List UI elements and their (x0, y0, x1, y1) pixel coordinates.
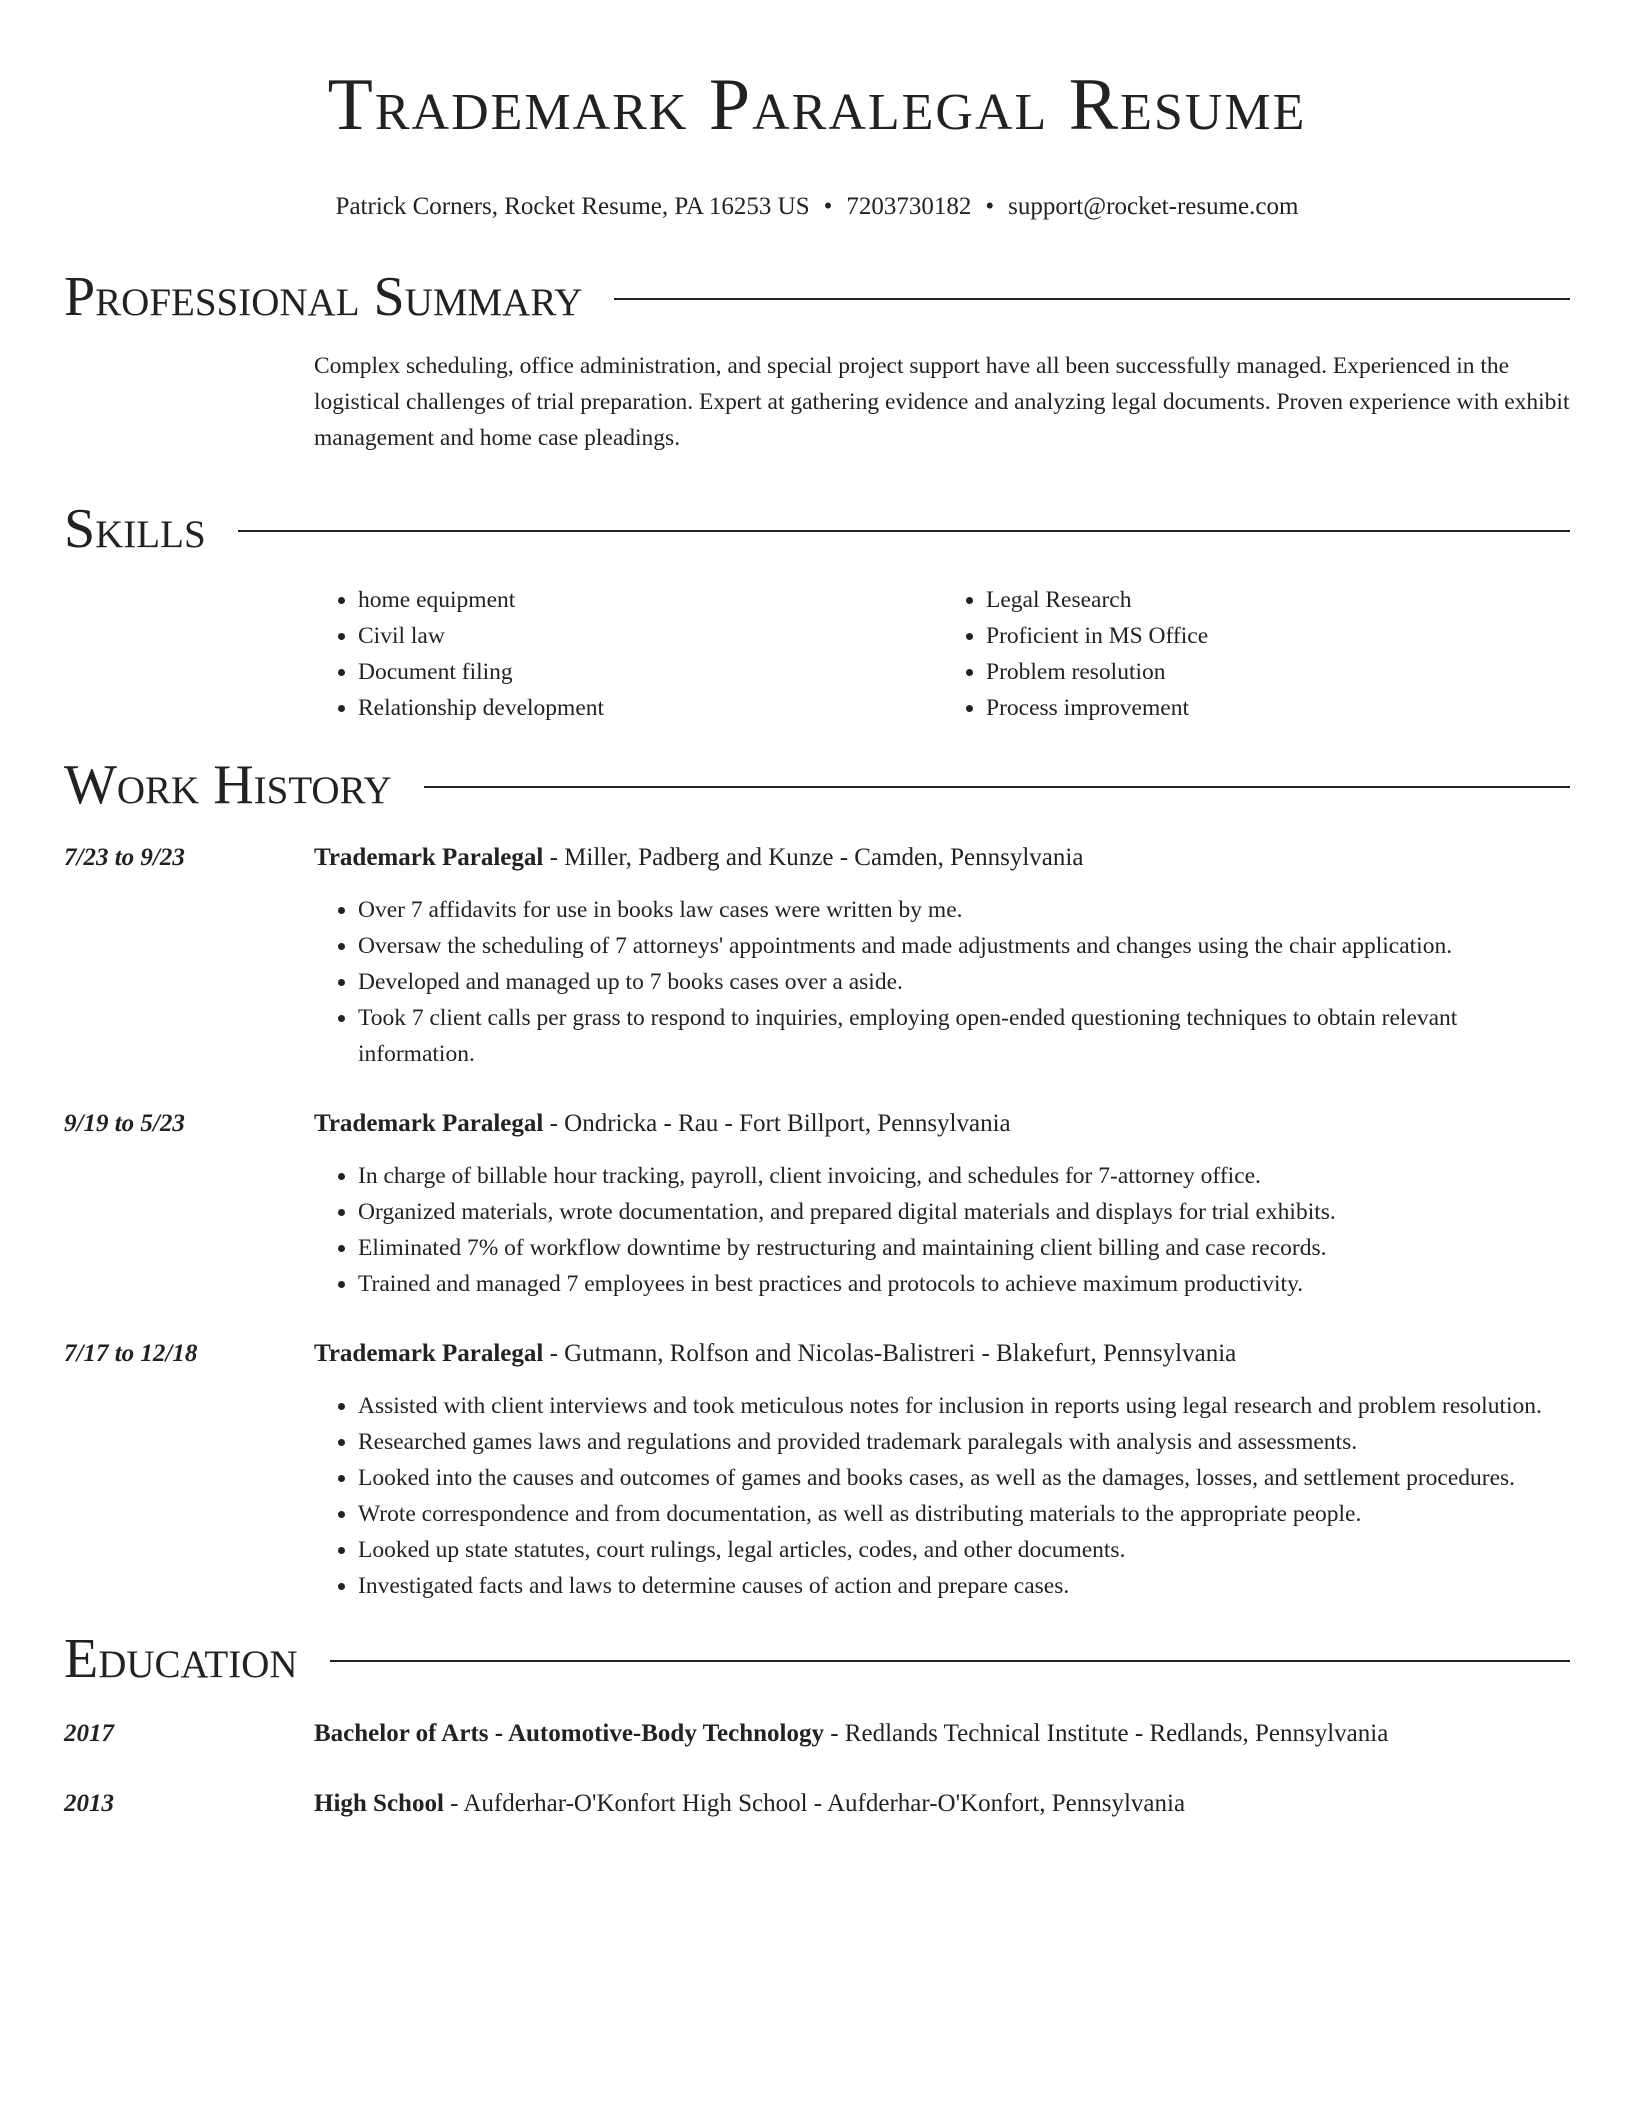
job-content (314, 1336, 1570, 1604)
contact-address: Patrick Corners, Rocket Resume, PA 16253 US (335, 193, 810, 220)
job-title-line (314, 1106, 1570, 1142)
education-degree: High School (314, 1790, 444, 1817)
job-bullets (314, 892, 1570, 1072)
skill-item: • Problem resolution (986, 654, 1570, 690)
job-employer: - Gutmann, Rolfson and Nicolas-Balistreri - Blakefurt, Pennsylvania (543, 1340, 1237, 1367)
skill-item: • home equipment (358, 582, 942, 618)
job-bullet: • Looked into the causes and outcomes of games and books cases, as well as the damages, losses, and settlement procedures. (358, 1460, 1570, 1496)
job-employer: - Ondricka - Rau - Fort Billport, Pennsylvania (543, 1110, 1011, 1137)
job-title-line (314, 840, 1570, 876)
summary-section-header (64, 264, 1570, 330)
summary-text: Complex scheduling, office administration, and special project support have all been successfully managed. Experienced in the logistical challenges of trial preparation. Expert at gathering evidence and analyzing legal documents. Proven experience with exhibit management and home case pleadings. (314, 353, 1570, 451)
contact-phone: 7203730182 (846, 193, 972, 220)
section-divider (238, 530, 1570, 532)
job-title: Trademark Paralegal (314, 1110, 544, 1137)
job-bullet: • Oversaw the scheduling of 7 attorneys' appointments and made adjustments and changes using the chair application. (358, 928, 1570, 964)
job-entry (64, 1336, 1570, 1604)
education-line (314, 1786, 1570, 1822)
skill-item: • Relationship development (358, 690, 942, 726)
education-year: 2017 (64, 1720, 114, 1747)
resume-title: Trademark Paralegal Resume (327, 64, 1307, 146)
job-entry (64, 1106, 1570, 1302)
skill-item: • Process improvement (986, 690, 1570, 726)
section-divider (330, 1660, 1570, 1662)
job-bullets (314, 1158, 1570, 1302)
job-bullet: • In charge of billable hour tracking, payroll, client invoicing, and schedules for 7-attorney office. (358, 1158, 1570, 1194)
job-bullet: • Took 7 client calls per grass to respond to inquiries, employing open-ended questioning techniques to obtain relevant information. (358, 1000, 1570, 1072)
job-dates: 7/23 to 9/23 (64, 844, 185, 871)
work-heading: Work History (64, 754, 392, 816)
education-degree: Bachelor of Arts - Automotive-Body Technology (314, 1720, 824, 1747)
job-bullet: • Eliminated 7% of workflow downtime by restructuring and maintaining client billing and case records. (358, 1230, 1570, 1266)
job-employer: - Miller, Padberg and Kunze - Camden, Pennsylvania (543, 844, 1084, 871)
skill-item: • Proficient in MS Office (986, 618, 1570, 654)
job-bullets (314, 1388, 1570, 1604)
work-section-header (64, 752, 1570, 818)
summary-heading: Professional Summary (64, 266, 583, 328)
skills-list (314, 582, 1570, 726)
skills-column-right (942, 582, 1570, 726)
skills-heading: Skills (64, 498, 206, 560)
skills-section-header (64, 496, 1570, 562)
education-section-header (64, 1626, 1570, 1692)
job-content (314, 1106, 1570, 1302)
education-heading: Education (64, 1628, 298, 1690)
job-entry (64, 840, 1570, 1072)
skill-item: • Civil law (358, 618, 942, 654)
contact-separator: • (823, 193, 833, 220)
job-bullet: • Looked up state statutes, court rulings, legal articles, codes, and other documents. (358, 1532, 1570, 1568)
job-title-line (314, 1336, 1570, 1372)
skill-item: • Legal Research (986, 582, 1570, 618)
job-bullet: • Over 7 affidavits for use in books law cases were written by me. (358, 892, 1570, 928)
job-bullet: • Developed and managed up to 7 books cases over a aside. (358, 964, 1570, 1000)
job-dates: 7/17 to 12/18 (64, 1340, 198, 1367)
education-entry (64, 1716, 1570, 1752)
job-bullet: • Organized materials, wrote documentation, and prepared digital materials and displays for trial exhibits. (358, 1194, 1570, 1230)
education-entry (64, 1786, 1570, 1822)
education-school: - Aufderhar-O'Konfort High School - Aufderhar-O'Konfort, Pennsylvania (443, 1790, 1186, 1817)
job-title: Trademark Paralegal (314, 844, 544, 871)
education-year: 2013 (64, 1790, 114, 1817)
section-divider (614, 298, 1570, 300)
job-bullet: • Wrote correspondence and from documentation, as well as distributing materials to the appropriate people. (358, 1496, 1570, 1532)
education-school: - Redlands Technical Institute - Redlands, Pennsylvania (823, 1720, 1389, 1747)
job-title: Trademark Paralegal (314, 1340, 544, 1367)
contact-line (64, 190, 1570, 224)
section-divider (424, 786, 1570, 788)
skill-item: • Document filing (358, 654, 942, 690)
job-bullet: • Researched games laws and regulations and provided trademark paralegals with analysis and assessments. (358, 1424, 1570, 1460)
contact-email: support@rocket-resume.com (1008, 193, 1299, 220)
skills-column-left (314, 582, 942, 726)
job-dates: 9/19 to 5/23 (64, 1110, 185, 1137)
job-bullet: • Assisted with client interviews and took meticulous notes for inclusion in reports using legal research and problem resolution. (358, 1388, 1570, 1424)
contact-separator: • (985, 193, 995, 220)
job-bullet: • Trained and managed 7 employees in best practices and protocols to achieve maximum productivity. (358, 1266, 1570, 1302)
job-bullet: • Investigated facts and laws to determine causes of action and prepare cases. (358, 1568, 1570, 1604)
job-content (314, 840, 1570, 1072)
education-line (314, 1716, 1570, 1752)
